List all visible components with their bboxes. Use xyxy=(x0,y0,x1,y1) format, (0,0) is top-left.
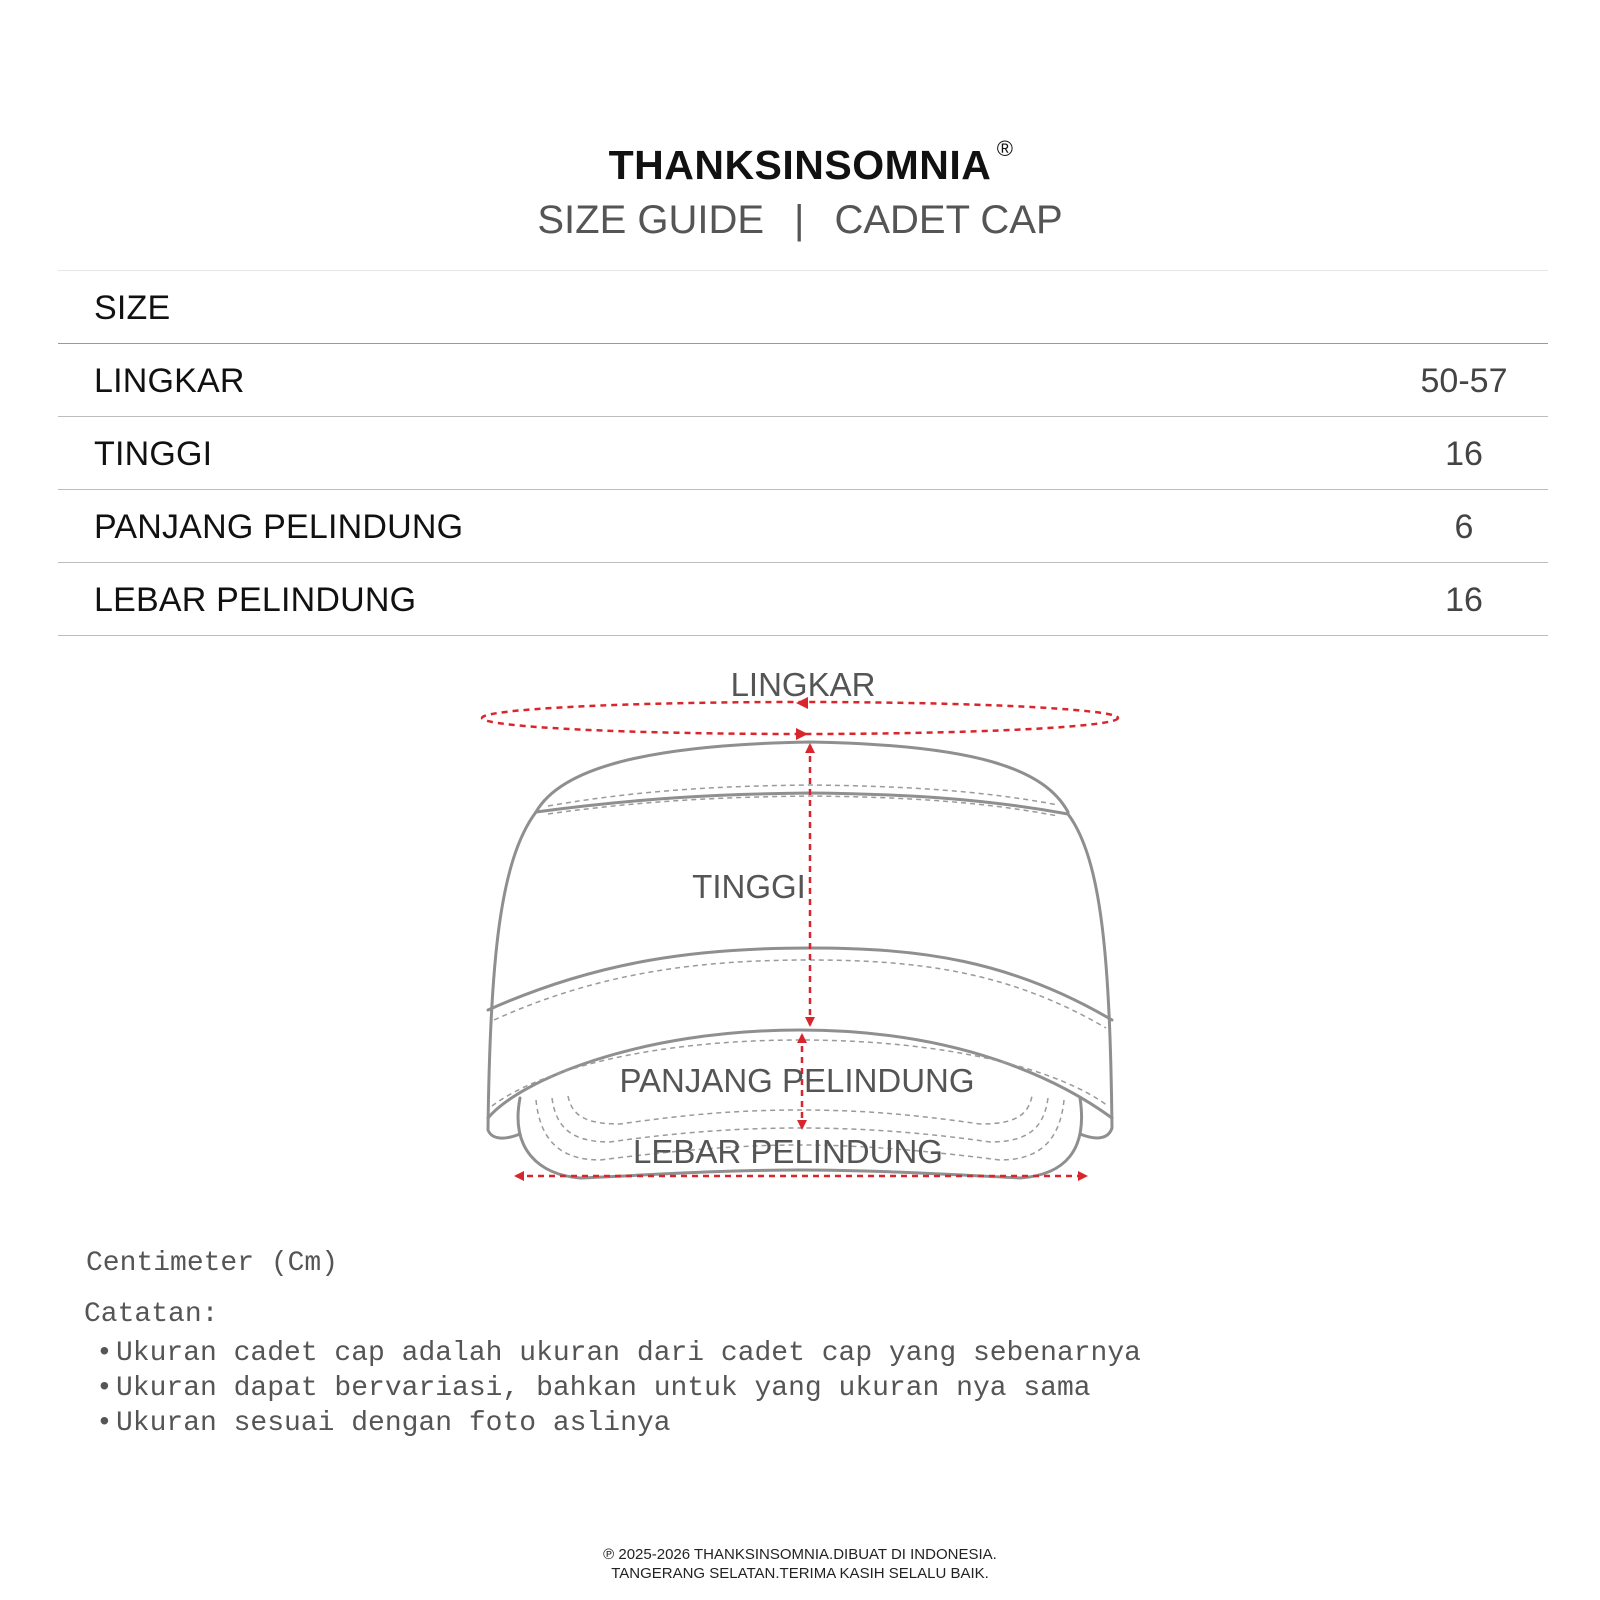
table-row xyxy=(58,490,1548,563)
size-table xyxy=(58,270,1548,636)
notes-list xyxy=(84,1336,1141,1441)
row-value: 16 xyxy=(1445,435,1483,473)
diagram-label-panjang-pelindung: PANJANG PELINDUNG xyxy=(619,1062,975,1099)
cap-stitching xyxy=(492,785,1108,1160)
subtitle-size-guide: SIZE GUIDE xyxy=(537,198,765,242)
row-label: TINGGI xyxy=(94,435,213,473)
unit-label: Centimeter (Cm) xyxy=(86,1248,339,1279)
row-label: LEBAR PELINDUNG xyxy=(94,581,417,619)
notes-section xyxy=(84,1248,1141,1441)
brand-logo xyxy=(608,136,1014,189)
bullet-icon: • xyxy=(96,1373,113,1404)
list-item xyxy=(84,1371,1141,1406)
note-text: Ukuran cadet cap adalah ukuran dari cadet cap yang sebenarnya xyxy=(116,1338,1141,1369)
subtitle-product: CADET CAP xyxy=(834,198,1063,242)
page-subtitle xyxy=(0,198,1600,243)
brand-name: THANKSINSOMNIA xyxy=(608,142,992,188)
footer-line-1: ℗ 2025-2026 THANKSINSOMNIA.DIBUAT DI INDONESIA. xyxy=(603,1546,997,1563)
cap-right-side xyxy=(1068,814,1112,1138)
diagram-label-lebar-pelindung: LEBAR PELINDUNG xyxy=(633,1133,943,1170)
note-text: Ukuran sesuai dengan foto aslinya xyxy=(116,1408,671,1439)
diagram-label-lingkar: LINGKAR xyxy=(730,666,876,703)
lingkar-measure-ellipse xyxy=(482,702,1118,734)
cadet-cap-diagram xyxy=(0,650,1600,1190)
notes-title: Catatan: xyxy=(84,1299,219,1330)
bullet-icon: • xyxy=(96,1338,113,1369)
lingkar-arrow-head-bottom xyxy=(796,728,808,740)
brand-header xyxy=(0,136,1600,189)
row-value: 16 xyxy=(1445,581,1483,619)
row-value: 50-57 xyxy=(1420,362,1508,400)
diagram-label-tinggi: TINGGI xyxy=(692,868,806,905)
row-label: PANJANG PELINDUNG xyxy=(94,508,464,546)
registered-mark: ® xyxy=(996,136,1014,161)
list-item xyxy=(84,1336,1141,1371)
table-row xyxy=(58,344,1548,417)
table-row xyxy=(58,563,1548,636)
bullet-icon: • xyxy=(96,1408,113,1439)
table-header-row xyxy=(58,270,1548,344)
subtitle-separator: | xyxy=(794,198,805,242)
row-label: LINGKAR xyxy=(94,362,245,400)
footer-line-2: TANGERANG SELATAN.TERIMA KASIH SELALU BAIK. xyxy=(611,1565,989,1582)
table-row xyxy=(58,417,1548,490)
table-header-label: SIZE xyxy=(94,289,171,327)
cap-side-seam xyxy=(488,948,1112,1020)
note-text: Ukuran dapat bervariasi, bahkan untuk yang ukuran nya sama xyxy=(116,1373,1091,1404)
cap-outline xyxy=(488,742,1112,1178)
list-item xyxy=(84,1406,1141,1441)
footer xyxy=(0,1545,1600,1583)
row-value: 6 xyxy=(1454,508,1474,546)
